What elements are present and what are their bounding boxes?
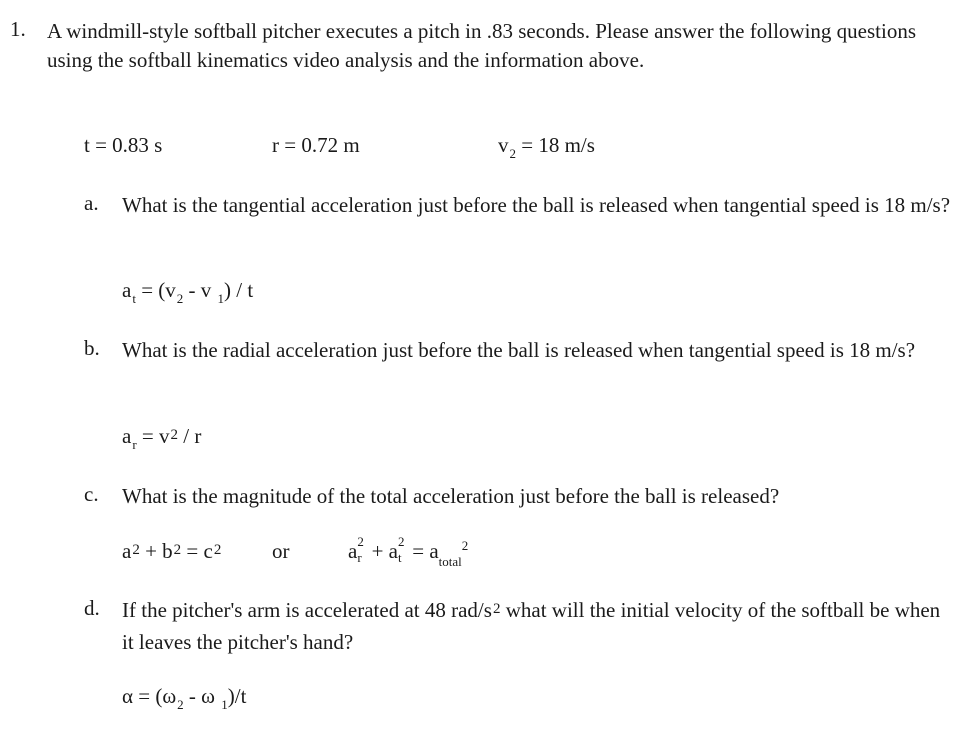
part-b-text: What is the radial acceleration just before the ball is released when tangential speed is 18 m/s? <box>122 338 916 362</box>
part-c-text: What is the magnitude of the total acceleration just before the ball is released? <box>122 484 780 508</box>
part-c-label: c. <box>84 482 99 506</box>
part-c-pythagorean <box>122 539 221 564</box>
part-a-formula-lhs-sub: t <box>132 291 136 306</box>
given-velocity-rest: = 18 m/s <box>516 133 595 157</box>
given-radius: r = 0.72 m <box>272 133 360 157</box>
part-c-or: or <box>272 539 290 563</box>
part-a-formula-v2-sub: 2 <box>176 291 184 306</box>
pyth-eq: = c <box>181 539 213 563</box>
part-b-formula-sup: 2 <box>170 427 179 443</box>
part-a-formula-lhs: a <box>122 278 132 302</box>
part-d-text <box>122 596 952 657</box>
total-at-sq: 2 <box>398 534 405 549</box>
part-b-formula-lhs-sub: r <box>132 437 137 452</box>
total-sub: total <box>438 554 462 569</box>
given-velocity <box>498 133 595 161</box>
part-d-formula-end: )/t <box>227 684 247 708</box>
part-b-formula-lhs: a <box>122 424 132 448</box>
part-d-label: d. <box>84 596 100 620</box>
pyth-b-sq: 2 <box>173 542 182 558</box>
part-d-text-after: what will the initial velocity of the softball be when it leaves the pitcher's hand? <box>122 598 941 654</box>
part-a-text: What is the tangential acceleration just before the ball is released when tangential speed is 18 m/s? <box>122 193 951 217</box>
part-d-formula <box>122 684 247 712</box>
total-at-sub: t <box>398 550 402 565</box>
total-at-script <box>398 534 407 565</box>
part-a-formula-minus: - v <box>183 278 217 302</box>
part-d-text-sup: 2 <box>492 601 501 617</box>
given-time: t = 0.83 s <box>84 133 163 157</box>
part-d-formula-minus: - ω <box>183 684 221 708</box>
given-velocity-sub: 2 <box>509 146 516 161</box>
total-plus: + a <box>366 539 398 563</box>
question-number: 1. <box>10 17 26 41</box>
pyth-a: a <box>122 539 132 563</box>
pyth-plus: + b <box>139 539 173 563</box>
given-velocity-var: v <box>498 133 509 157</box>
part-d-formula-w1-sub: 1 <box>221 697 228 712</box>
part-d-formula-start: α = (ω <box>122 684 177 708</box>
part-c-total-formula <box>348 534 469 569</box>
part-b-label: b. <box>84 336 100 360</box>
part-a-formula-end: ) / t <box>224 278 254 302</box>
pyth-a-sq: 2 <box>132 542 140 558</box>
pyth-c-sq: 2 <box>213 542 222 558</box>
question-text: A windmill-style softball pitcher executes a pitch in .83 seconds. Please answer the following questions using the softball kinematics video analysis and the information above. <box>47 19 916 72</box>
part-a-formula-v1-sub: 1 <box>217 291 225 306</box>
part-b-formula <box>122 424 202 452</box>
total-ar-sub: r <box>357 550 362 565</box>
part-a-formula-mid: = (v <box>135 278 176 302</box>
total-ar-script <box>357 534 366 565</box>
total-ar: a <box>348 539 358 563</box>
part-b-formula-end: / r <box>178 424 202 448</box>
part-a-formula <box>122 278 254 306</box>
part-d-text-before: If the pitcher's arm is accelerated at 48 rad/s <box>122 598 492 622</box>
total-sq: 2 <box>461 538 469 553</box>
total-eq: = a <box>407 539 439 563</box>
part-b-formula-rest: = v <box>136 424 170 448</box>
total-ar-sq: 2 <box>357 534 364 549</box>
part-a-label: a. <box>84 191 99 215</box>
part-d-formula-w2-sub: 2 <box>177 697 184 712</box>
